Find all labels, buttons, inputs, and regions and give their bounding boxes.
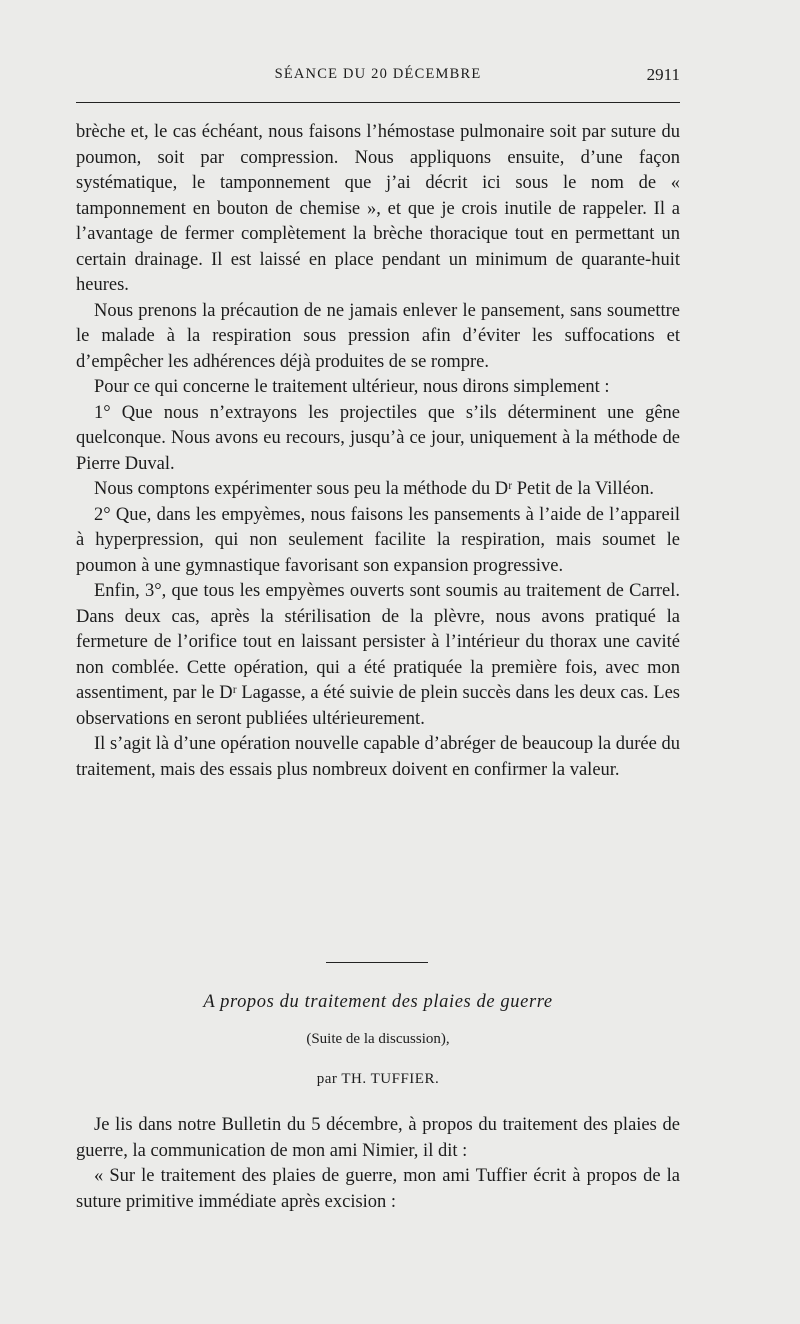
paragraph: Nous prenons la précaution de ne jamais enlever le pansement, sans soumettre le malade à la respiration sous pression afin d’éviter les suffocations et d’empêcher les adhérences déjà produites de se rompre. [76, 300, 680, 372]
article-author: par TH. TUFFIER. [316, 1071, 440, 1087]
article-text [76, 1113, 680, 1215]
paragraph: Nous comptons expérimenter sous peu la méthode du Dʳ Petit de la Villéon. [94, 479, 655, 499]
section-separator [326, 962, 428, 963]
paragraph: 1° Que nous n’extrayons les projectiles que s’ils déterminent une gêne quelconque. Nous avons eu recours, jusqu’à ce jour, uniquement à la méthode de Pierre Duval. [76, 402, 680, 474]
article-subtitle: (Suite de la discussion), [306, 1031, 450, 1047]
header-rule [76, 102, 680, 103]
paragraph: Enfin, 3°, que tous les empyèmes ouverts sont soumis au traitement de Carrel. Dans deux cas, après la stérilisation de la plèvre, nous avons pratiqué la fermeture de l’orifice tout en laissant persister à l’intérieur du thorax une cavité non comblée. Cette opération, qui a été pratiquée la première fois, avec mon assentiment, par le Dʳ Lagasse, a été suivie de plein succès dans les deux cas. Les observations en seront publiées ultérieurement. [76, 581, 680, 729]
paragraph: 2° Que, dans les empyèmes, nous faisons les pansements à l’aide de l’appareil à hyperpression, qui non seulement facilite la respiration, mais soumet le poumon à une gymnastique favorisant son expansion progressive. [76, 504, 680, 576]
paragraph: « Sur le traitement des plaies de guerre, mon ami Tuffier écrit à propos de la suture primitive immédiate après excision : [76, 1166, 680, 1212]
running-head: SÉANCE DU 20 DÉCEMBRE [274, 66, 482, 82]
page-header [76, 66, 680, 88]
paragraph: Je lis dans notre Bulletin du 5 décembre, à propos du traitement des plaies de guerre, la communication de mon ami Nimier, il dit : [76, 1115, 680, 1161]
paragraph: Il s’agit là d’une opération nouvelle capable d’abréger de beaucoup la durée du traitement, mais des essais plus nombreux doivent en confirmer la valeur. [76, 734, 680, 780]
main-text [76, 120, 680, 783]
paragraph: brèche et, le cas échéant, nous faisons l’hémostase pulmonaire soit par suture du poumon, soit par compression. Nous appliquons ensuite, d’une façon systématique, le tamponnement que j’ai décrit ici sous le nom de « tamponnement en bouton de chemise », et que je crois inutile de rappeler. Il a l’avantage de fermer complètement la brèche thoracique tout en permettant un certain drainage. Il est laissé en place pendant un minimum de quarante-huit heures. [76, 122, 680, 295]
article-title: A propos du traitement des plaies de guerre [203, 992, 553, 1012]
page-number: 2911 [646, 65, 680, 84]
paragraph: Pour ce qui concerne le traitement ultérieur, nous dirons simplement : [94, 377, 610, 397]
